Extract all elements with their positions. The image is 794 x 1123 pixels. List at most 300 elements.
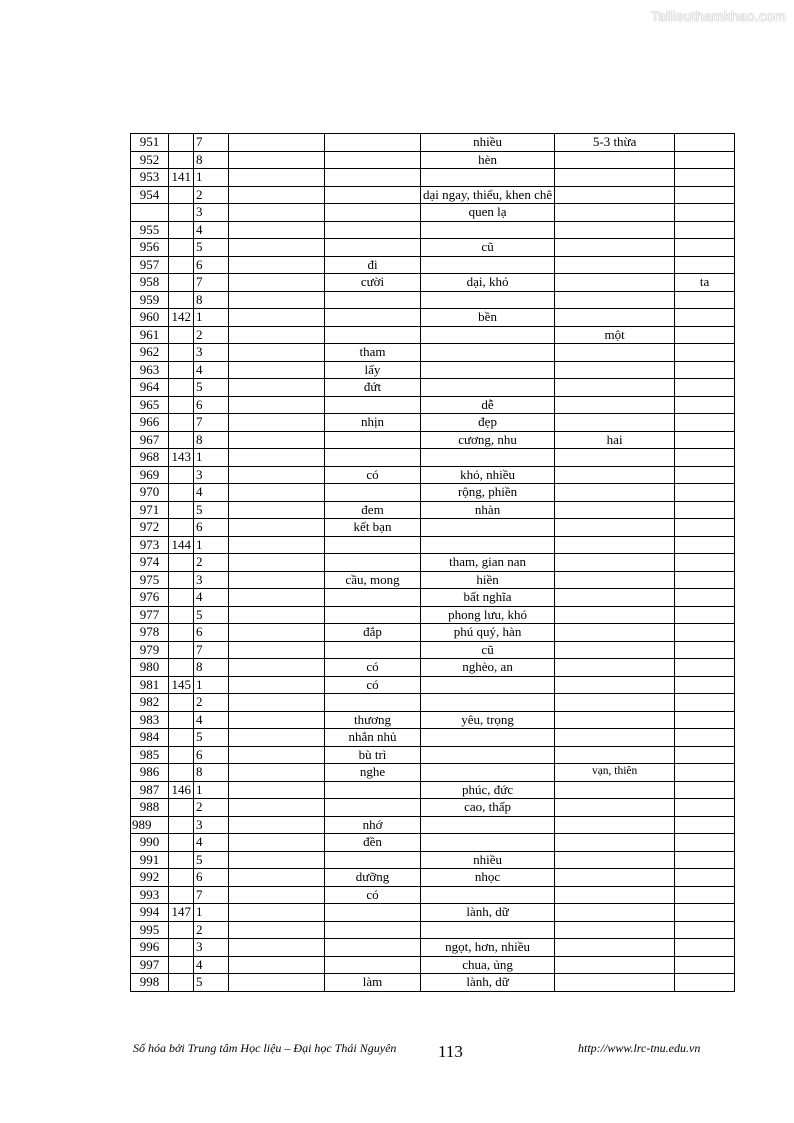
table-cell: 8 (194, 431, 229, 449)
table-cell (131, 204, 169, 222)
table-cell (555, 974, 675, 992)
table-cell: có (325, 676, 421, 694)
table-cell (229, 799, 325, 817)
table-cell (421, 676, 555, 694)
table-cell (169, 326, 194, 344)
table-cell: cương, nhu (421, 431, 555, 449)
table-cell: cao, thấp (421, 799, 555, 817)
table-cell (675, 694, 735, 712)
table-cell: 968 (131, 449, 169, 467)
table-row (131, 554, 735, 572)
table-cell: đắp (325, 624, 421, 642)
table-row (131, 414, 735, 432)
table-cell (675, 221, 735, 239)
table-cell: 3 (194, 939, 229, 957)
table-cell (229, 589, 325, 607)
table-cell (229, 466, 325, 484)
table-cell: 3 (194, 571, 229, 589)
table-cell: 993 (131, 886, 169, 904)
table-cell (675, 414, 735, 432)
table-cell: 5 (194, 501, 229, 519)
table-cell (169, 606, 194, 624)
table-cell (229, 764, 325, 782)
table-cell (229, 851, 325, 869)
table-cell (229, 869, 325, 887)
table-row (131, 641, 735, 659)
table-cell: lấy (325, 361, 421, 379)
table-row (131, 659, 735, 677)
table-cell (555, 554, 675, 572)
table-cell (675, 501, 735, 519)
table-cell (325, 536, 421, 554)
table-cell (325, 956, 421, 974)
table-cell (555, 449, 675, 467)
table-cell (169, 361, 194, 379)
table-cell: 956 (131, 239, 169, 257)
table-cell (675, 641, 735, 659)
table-cell (675, 729, 735, 747)
table-cell (555, 519, 675, 537)
table-cell (675, 396, 735, 414)
table-cell (325, 291, 421, 309)
data-table (130, 133, 735, 992)
table-cell: 3 (194, 344, 229, 362)
table-cell: 5 (194, 239, 229, 257)
table-cell (675, 484, 735, 502)
table-cell (675, 291, 735, 309)
table-cell (675, 554, 735, 572)
table-cell (555, 921, 675, 939)
table-cell (325, 134, 421, 152)
table-cell: nhớ (325, 816, 421, 834)
table-cell (229, 396, 325, 414)
table-cell (555, 694, 675, 712)
table-cell (421, 256, 555, 274)
table-cell (675, 589, 735, 607)
table-cell (675, 799, 735, 817)
table-cell: 6 (194, 256, 229, 274)
table-cell: 147 (169, 904, 194, 922)
table-cell (675, 151, 735, 169)
table-row (131, 869, 735, 887)
table-cell (675, 326, 735, 344)
table-cell (169, 764, 194, 782)
table-cell (229, 904, 325, 922)
table-cell: 6 (194, 624, 229, 642)
table-cell: 957 (131, 256, 169, 274)
table-cell (169, 186, 194, 204)
table-cell (421, 729, 555, 747)
table-cell: 954 (131, 186, 169, 204)
table-cell: 970 (131, 484, 169, 502)
table-cell: bền (421, 309, 555, 327)
table-cell: 955 (131, 221, 169, 239)
table-cell: khó, nhiều (421, 466, 555, 484)
table-cell: 972 (131, 519, 169, 537)
table-cell: 2 (194, 326, 229, 344)
table-cell: 3 (194, 816, 229, 834)
table-cell (675, 309, 735, 327)
table-cell (229, 816, 325, 834)
table-cell (229, 256, 325, 274)
table-cell (325, 239, 421, 257)
table-cell: 144 (169, 536, 194, 554)
table-cell: 979 (131, 641, 169, 659)
table-cell: hèn (421, 151, 555, 169)
table-cell: phúc, đức (421, 781, 555, 799)
table-cell (421, 519, 555, 537)
table-row (131, 764, 735, 782)
table-row (131, 746, 735, 764)
table-cell: 994 (131, 904, 169, 922)
table-cell: 4 (194, 956, 229, 974)
table-cell: nhiều (421, 851, 555, 869)
table-cell: rộng, phiền (421, 484, 555, 502)
table-cell (229, 659, 325, 677)
table-row (131, 956, 735, 974)
table-cell (421, 361, 555, 379)
table-cell (169, 869, 194, 887)
watermark-text: Tailieuthamkhao.com (650, 8, 786, 24)
table-cell: 959 (131, 291, 169, 309)
table-cell (229, 834, 325, 852)
table-cell (229, 781, 325, 799)
table-cell (325, 309, 421, 327)
table-cell (555, 641, 675, 659)
table-cell: hiền (421, 571, 555, 589)
table-cell: 961 (131, 326, 169, 344)
table-cell (229, 134, 325, 152)
table-cell: dại, khó (421, 274, 555, 292)
table-cell (229, 169, 325, 187)
table-row (131, 326, 735, 344)
table-cell: ngọt, hơn, nhiều (421, 939, 555, 957)
table-cell (421, 449, 555, 467)
table-cell (229, 536, 325, 554)
table-cell (325, 221, 421, 239)
table-cell (555, 781, 675, 799)
table-cell (169, 519, 194, 537)
table-cell (169, 554, 194, 572)
table-cell: 982 (131, 694, 169, 712)
table-row (131, 134, 735, 152)
table-cell: nhàn (421, 501, 555, 519)
table-cell: tham (325, 344, 421, 362)
table-cell (229, 746, 325, 764)
table-cell (325, 449, 421, 467)
table-cell (169, 134, 194, 152)
table-cell (555, 589, 675, 607)
table-cell: 969 (131, 466, 169, 484)
table-cell: 962 (131, 344, 169, 362)
table-row (131, 851, 735, 869)
table-cell (325, 851, 421, 869)
table-cell (675, 869, 735, 887)
table-cell: 8 (194, 151, 229, 169)
table-cell: 7 (194, 414, 229, 432)
table-cell: 4 (194, 711, 229, 729)
table-cell (421, 379, 555, 397)
table-cell (555, 904, 675, 922)
table-cell (229, 274, 325, 292)
table-cell (169, 484, 194, 502)
table-cell (169, 414, 194, 432)
table-cell (325, 589, 421, 607)
table-cell: có (325, 466, 421, 484)
table-cell: 974 (131, 554, 169, 572)
table-cell (325, 606, 421, 624)
table-cell: 8 (194, 764, 229, 782)
table-cell: 995 (131, 921, 169, 939)
table-cell (169, 939, 194, 957)
table-cell: 8 (194, 659, 229, 677)
table-cell: một (555, 326, 675, 344)
table-cell (555, 816, 675, 834)
table-cell: bất nghĩa (421, 589, 555, 607)
table-cell (169, 921, 194, 939)
table-cell (169, 466, 194, 484)
table-row (131, 169, 735, 187)
table-cell: 5 (194, 974, 229, 992)
table-cell: 976 (131, 589, 169, 607)
table-cell: tham, gian nan (421, 554, 555, 572)
table-cell: dại ngay, thiểu, khen chê (421, 186, 555, 204)
table-cell: 975 (131, 571, 169, 589)
table-row (131, 694, 735, 712)
table-cell (229, 729, 325, 747)
table-cell: nhịn (325, 414, 421, 432)
table-cell (229, 921, 325, 939)
table-cell: cười (325, 274, 421, 292)
table-cell: đi (325, 256, 421, 274)
table-row (131, 291, 735, 309)
table-cell (555, 186, 675, 204)
table-cell: yêu, trọng (421, 711, 555, 729)
table-cell (169, 799, 194, 817)
table-cell: 2 (194, 554, 229, 572)
table-cell (229, 239, 325, 257)
table-row (131, 606, 735, 624)
table-row (131, 449, 735, 467)
table-cell: lành, dữ (421, 904, 555, 922)
table-cell: dưỡng (325, 869, 421, 887)
table-cell: bù trì (325, 746, 421, 764)
table-cell (229, 414, 325, 432)
table-cell (229, 519, 325, 537)
table-cell (555, 221, 675, 239)
table-cell (421, 344, 555, 362)
table-cell (555, 501, 675, 519)
table-cell (675, 379, 735, 397)
table-row (131, 799, 735, 817)
table-cell (555, 851, 675, 869)
table-cell: 4 (194, 834, 229, 852)
table-cell: thương (325, 711, 421, 729)
table-cell (555, 729, 675, 747)
table-cell: 988 (131, 799, 169, 817)
table-cell: dễ (421, 396, 555, 414)
table-cell (229, 326, 325, 344)
table-cell (555, 309, 675, 327)
table-cell (675, 974, 735, 992)
table-cell (169, 974, 194, 992)
table-cell: 952 (131, 151, 169, 169)
table-cell (675, 624, 735, 642)
table-cell: 6 (194, 746, 229, 764)
table-cell: 3 (194, 204, 229, 222)
table-cell: cũ (421, 641, 555, 659)
table-cell (229, 291, 325, 309)
table-cell (675, 816, 735, 834)
table-cell (675, 746, 735, 764)
table-cell (675, 676, 735, 694)
table-row (131, 939, 735, 957)
table-cell (325, 326, 421, 344)
table-cell (169, 694, 194, 712)
table-cell (229, 939, 325, 957)
table-cell: 960 (131, 309, 169, 327)
table-cell (675, 466, 735, 484)
table-cell (169, 746, 194, 764)
table-cell (229, 676, 325, 694)
table-cell: 6 (194, 396, 229, 414)
table-cell: 1 (194, 676, 229, 694)
table-cell (675, 134, 735, 152)
table-row (131, 886, 735, 904)
table-cell: 1 (194, 449, 229, 467)
table-cell (325, 484, 421, 502)
table-row (131, 204, 735, 222)
table-row (131, 344, 735, 362)
table-row (131, 816, 735, 834)
table-row (131, 974, 735, 992)
table-cell: 978 (131, 624, 169, 642)
table-row (131, 256, 735, 274)
table-cell (229, 886, 325, 904)
table-cell: có (325, 886, 421, 904)
table-cell: cầu, mong (325, 571, 421, 589)
table-cell (169, 851, 194, 869)
table-cell (555, 886, 675, 904)
table-cell (169, 834, 194, 852)
table-cell (675, 449, 735, 467)
table-row (131, 274, 735, 292)
table-cell: 2 (194, 694, 229, 712)
table-cell: nhiều (421, 134, 555, 152)
table-cell (229, 449, 325, 467)
table-cell (325, 204, 421, 222)
table-cell (555, 746, 675, 764)
table-cell (675, 344, 735, 362)
table-row (131, 151, 735, 169)
table-cell (229, 606, 325, 624)
table-cell (325, 904, 421, 922)
table-cell (675, 939, 735, 957)
table-cell (229, 501, 325, 519)
table-cell (169, 501, 194, 519)
table-cell: 6 (194, 869, 229, 887)
table-cell (229, 711, 325, 729)
table-cell (229, 431, 325, 449)
table-cell (421, 746, 555, 764)
table-cell (555, 361, 675, 379)
table-cell: 1 (194, 309, 229, 327)
table-cell: 4 (194, 589, 229, 607)
table-cell (555, 169, 675, 187)
table-cell (675, 239, 735, 257)
table-cell (675, 764, 735, 782)
table-cell (555, 379, 675, 397)
table-cell (675, 519, 735, 537)
table-cell (675, 834, 735, 852)
table-cell: 977 (131, 606, 169, 624)
table-cell (229, 694, 325, 712)
table-cell (555, 274, 675, 292)
table-cell (675, 361, 735, 379)
table-cell (325, 921, 421, 939)
table-cell (421, 834, 555, 852)
table-row (131, 361, 735, 379)
table-row (131, 309, 735, 327)
table-cell (675, 606, 735, 624)
table-cell (169, 711, 194, 729)
table-cell (169, 659, 194, 677)
table-cell (555, 466, 675, 484)
table-cell: 965 (131, 396, 169, 414)
table-cell (555, 834, 675, 852)
table-cell: 967 (131, 431, 169, 449)
table-cell (169, 151, 194, 169)
table-row (131, 466, 735, 484)
table-row (131, 519, 735, 537)
table-cell (169, 886, 194, 904)
table-cell (675, 781, 735, 799)
table-row (131, 781, 735, 799)
table-row (131, 921, 735, 939)
table-cell: có (325, 659, 421, 677)
table-row (131, 239, 735, 257)
table-cell (229, 624, 325, 642)
table-cell: 984 (131, 729, 169, 747)
table-cell: 991 (131, 851, 169, 869)
table-cell (169, 571, 194, 589)
table-cell: cũ (421, 239, 555, 257)
table-cell (675, 921, 735, 939)
table-cell (169, 256, 194, 274)
table-cell: 6 (194, 519, 229, 537)
table-cell: 964 (131, 379, 169, 397)
table-cell: 953 (131, 169, 169, 187)
table-cell: 1 (194, 904, 229, 922)
table-cell: 973 (131, 536, 169, 554)
table-cell (229, 641, 325, 659)
table-cell: 1 (194, 169, 229, 187)
table-cell: phong lưu, khó (421, 606, 555, 624)
table-cell: 5 (194, 606, 229, 624)
table-cell (325, 694, 421, 712)
table-cell (169, 729, 194, 747)
table-cell: 3 (194, 466, 229, 484)
table-cell (229, 309, 325, 327)
table-cell: 971 (131, 501, 169, 519)
table-cell: 4 (194, 361, 229, 379)
table-cell (421, 694, 555, 712)
table-row (131, 431, 735, 449)
table-cell (555, 676, 675, 694)
table-row (131, 186, 735, 204)
table-cell (169, 204, 194, 222)
table-cell (229, 221, 325, 239)
